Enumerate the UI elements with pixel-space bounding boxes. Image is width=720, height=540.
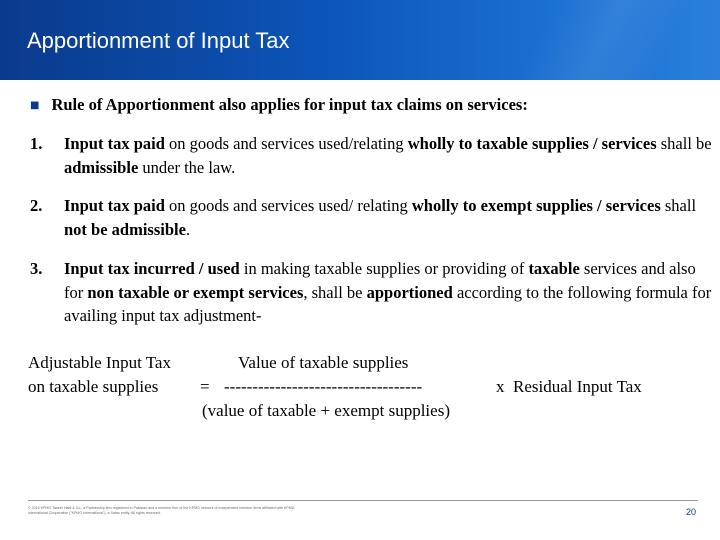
item-text-part: in making taxable supplies or providing of [239,259,529,278]
item-text-part: on goods and services used/relating [164,134,408,153]
item-number: 3. [30,259,43,278]
formula-lhs-line1: Adjustable Input Tax [28,353,171,372]
item-text-part: services and also for [64,259,696,302]
item-text [64,132,714,179]
rule-statement [30,95,528,115]
item-text-part: not be admissible [64,219,186,239]
rule-text: Rule of Apportionment also applies for input tax claims on services: [51,95,528,114]
square-bullet-icon: ■ [30,100,40,111]
item-text-part: Input tax paid [64,196,165,215]
item-text-part: apportioned [366,282,453,302]
formula-lhs-line2: on taxable supplies [28,377,159,396]
formula-denominator: (value of taxable + exempt supplies) [202,401,450,420]
formula-multiplier: x Residual Input Tax [496,377,642,396]
item-text [64,257,714,328]
item-text-part: Input tax incurred / used [64,259,240,278]
formula-equals: = [200,377,210,396]
formula-fraction-bar: ----------------------------------- [224,377,423,396]
header-shine [420,0,720,80]
item-text-part: shall [660,196,697,215]
header-bar [0,0,720,80]
item-text-part: non taxable or exempt services [87,282,304,302]
item-text-part: taxable [528,259,580,278]
item-number: 2. [30,196,43,215]
item-text-part: wholly to taxable supplies / services [407,134,657,153]
item-text-part: on goods and services used/ relating [164,196,412,215]
formula-numerator: Value of taxable supplies [238,353,409,372]
item-number: 1. [30,134,43,153]
item-text-part: shall be [656,134,712,153]
item-text [64,194,714,241]
item-text-part: Input tax paid [64,134,165,153]
item-text-part: under the law. [138,157,236,177]
footer-legal-text: © 2016 KPMG Taseer Hadi & Co., a Partnership firm registered in Pakistan and a member firm of the KPMG network of independent member firms affiliated with KPMG International Cooperative ("KPMG International"), a Swiss entity. All rights reserved. [28,506,295,516]
footer-divider [28,500,698,501]
item-text-part: , shall be [303,282,367,302]
page-number: 20 [686,507,697,517]
item-text-part: admissible [64,157,139,177]
item-text-part: according to the following formula for availing input tax adjustment- [64,282,712,325]
item-text-part: wholly to exempt supplies / services [411,196,661,215]
item-text-part: . [185,219,191,239]
page-title: Apportionment of Input Tax [27,28,290,53]
